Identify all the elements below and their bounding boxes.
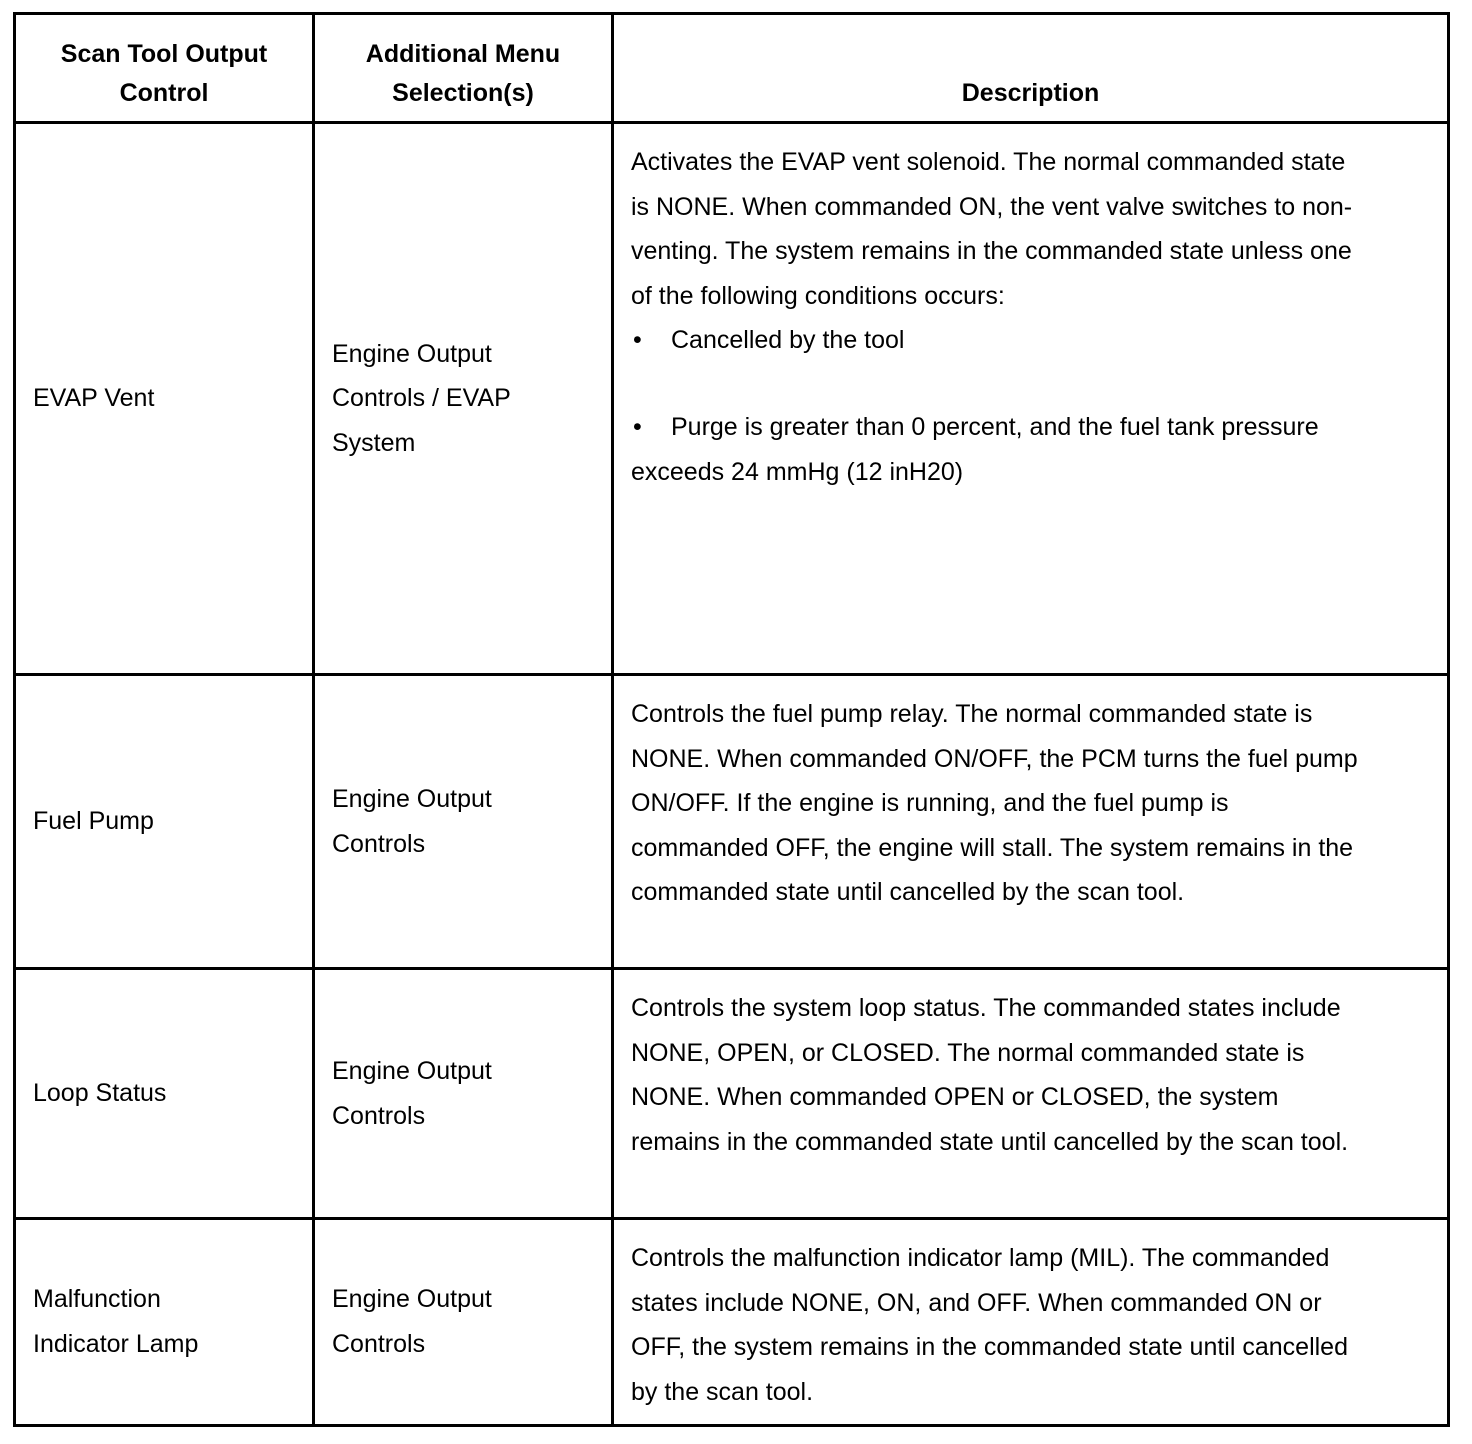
table-header	[15, 14, 1449, 123]
control-name: EVAP Vent	[33, 384, 155, 413]
header-row	[15, 14, 1449, 123]
description-cell	[613, 675, 1449, 969]
description-cell	[613, 1219, 1449, 1426]
control-name: Loop Status	[33, 1079, 167, 1108]
description-bullets	[614, 318, 1447, 494]
description-cell	[613, 969, 1449, 1219]
menu-selection: Engine Output Controls	[332, 784, 492, 858]
control-cell	[15, 1219, 314, 1426]
control-cell	[15, 675, 314, 969]
table-body	[15, 123, 1449, 1426]
table-row	[15, 675, 1449, 969]
header-scan-tool-output-control	[15, 14, 314, 123]
table-row	[15, 969, 1449, 1219]
bullet-spacer	[631, 363, 1367, 405]
menu-selection: Engine Output Controls	[332, 1285, 492, 1358]
menu-cell	[314, 123, 613, 675]
control-cell	[15, 969, 314, 1219]
output-controls-table	[13, 12, 1450, 1427]
menu-cell	[314, 969, 613, 1219]
bullet-text: Purge is greater than 0 percent, and the fuel tank pressure exceeds 24 mmHg (12 inH20)	[631, 412, 1319, 486]
description-cell	[613, 123, 1449, 675]
bullet-symbol: •	[633, 326, 642, 355]
control-name: Malfunction Indicator Lamp	[33, 1285, 199, 1358]
header-additional-menu-selections	[314, 14, 613, 123]
table-row	[15, 1219, 1449, 1426]
menu-selection: Engine Output Controls	[332, 1056, 492, 1130]
menu-cell	[314, 675, 613, 969]
menu-cell	[314, 1219, 613, 1426]
control-cell	[15, 123, 314, 675]
description-text: Activates the EVAP vent solenoid. The normal commanded state is NONE. When commanded ON, the vent valve switches to non-venting. The system remains in the commanded state unless one of the following conditions occurs:	[631, 148, 1353, 310]
bullet-item	[631, 405, 1367, 494]
description-text: Controls the system loop status. The commanded states include NONE, OPEN, or CLOSED. The normal commanded state is NONE. When commanded OPEN or CLOSED, the system remains in the commanded state until cancelled by the scan tool.	[631, 994, 1349, 1156]
bullet-symbol: •	[633, 412, 642, 441]
description-text: Controls the malfunction indicator lamp (MIL). The commanded states include NONE, ON, and OFF. When commanded ON or OFF, the system remains in the commanded state until cancelled by the scan tool.	[631, 1244, 1348, 1406]
description-text: Controls the fuel pump relay. The normal commanded state is NONE. When commanded ON/OFF, the PCM turns the fuel pump ON/OFF. If the engine is running, and the fuel pump is commanded OFF, the engine will stall. The system remains in the commanded state until cancelled by the scan tool.	[631, 700, 1358, 907]
bullet-text: Cancelled by the tool	[671, 326, 905, 355]
bullet-item	[631, 318, 1367, 363]
header-col1-text: Scan Tool Output Control	[60, 40, 268, 107]
header-description	[613, 14, 1449, 123]
header-col3-text: Description	[961, 79, 1100, 107]
table-row	[15, 123, 1449, 675]
menu-selection: Engine Output Controls / EVAP System	[332, 339, 511, 457]
control-name: Fuel Pump	[33, 807, 154, 836]
header-col2-text: Additional Menu Selection(s)	[365, 40, 561, 107]
